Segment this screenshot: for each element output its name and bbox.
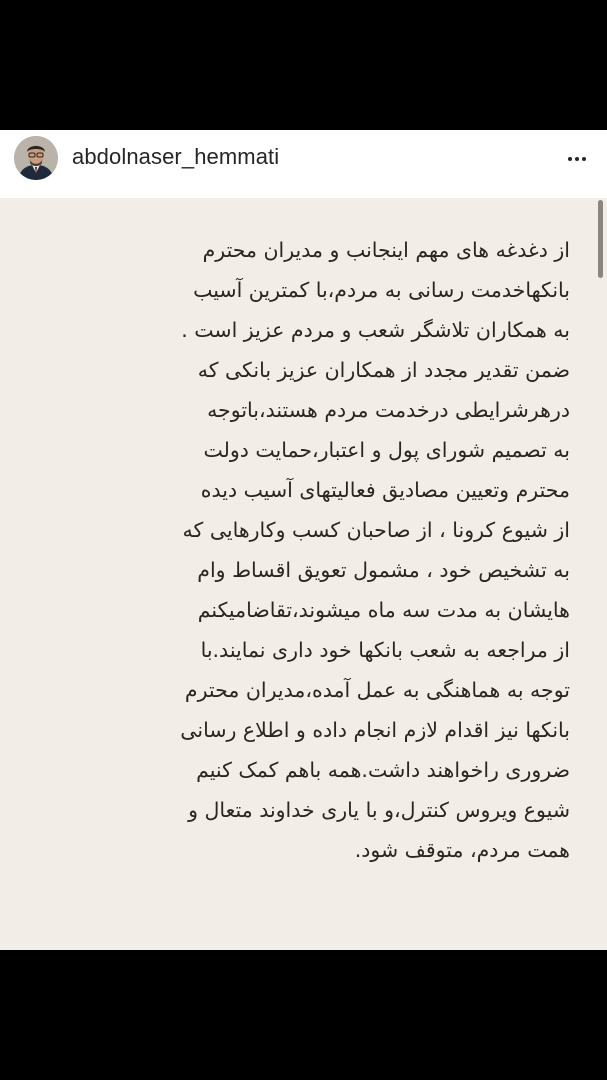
scrollbar[interactable] (598, 198, 603, 950)
more-dot (575, 157, 579, 161)
instagram-post (0, 130, 607, 950)
more-dot (568, 157, 572, 161)
post-text-line: به تصمیم شورای پول و اعتبار،حمایت دولت (203, 438, 570, 462)
post-text-line: ضروری راخواهند داشت.همه باهم کمک کنیم (196, 758, 570, 782)
post-text-line: از دغدغه های مهم اینجانب و مدیران محترم (202, 238, 570, 262)
post-image (0, 198, 607, 950)
post-text (60, 230, 570, 870)
post-text-line: درهرشرایطی درخدمت مردم هستند،باتوجه (207, 398, 570, 422)
post-text-line: محترم وتعیین مصادیق فعالیتهای آسیب دیده (200, 478, 570, 502)
post-header (0, 130, 607, 192)
profile-avatar-icon[interactable] (14, 136, 58, 180)
more-dot (582, 157, 586, 161)
post-text-line: بانکها نیز اقدام لازم انجام داده و اطلاع رسانی (180, 718, 570, 742)
post-text-line: از مراجعه به شعب بانکها خود داری نمایند.با (200, 638, 570, 662)
post-username[interactable]: abdolnaser_hemmati (72, 144, 280, 169)
post-text-line: بانکهاخدمت رسانی به مردم،با کمترین آسیب (193, 278, 570, 302)
post-text-line: شیوع ویروس کنترل،و با یاری خداوند متعال و (188, 798, 570, 822)
post-text-line: توجه به هماهنگی به عمل آمده،مدیران محترم (184, 678, 570, 702)
scrollbar-thumb[interactable] (598, 200, 603, 278)
post-text-line: از شیوع کرونا ، از صاحبان کسب وکارهایی که (182, 518, 570, 542)
post-text-line: به تشخیص خود ، مشمول تعویق اقساط وام (197, 558, 570, 582)
more-horizontal-icon[interactable] (562, 144, 592, 174)
post-text-line: همت مردم، متوقف شود. (354, 838, 570, 862)
post-text-line: هایشان به مدت سه ماه میشوند،تقاضامیکنم (197, 598, 570, 622)
post-text-line: به همکاران تلاشگر شعب و مردم عزیز است . (181, 318, 570, 342)
post-text-line: ضمن تقدیر مجدد از همکاران عزیز بانکی که (197, 358, 570, 382)
